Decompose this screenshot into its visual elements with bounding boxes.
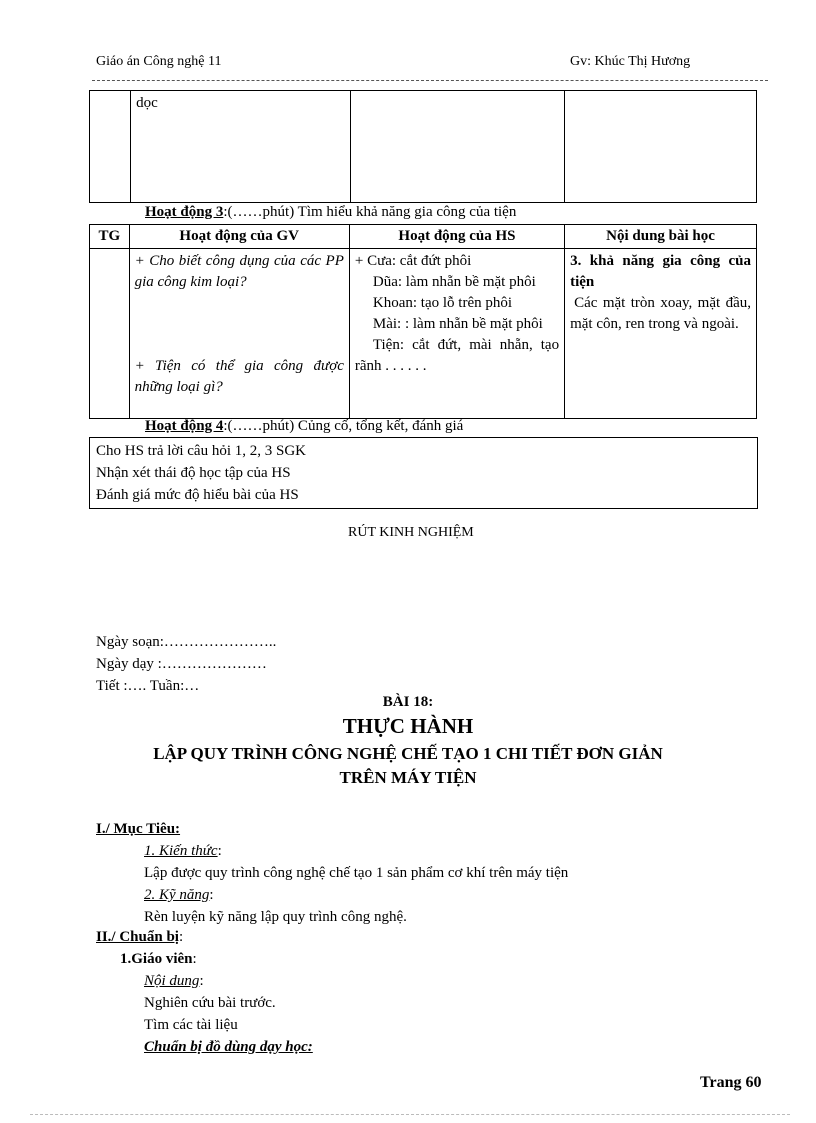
skills-subheading xyxy=(96,884,756,906)
header-divider xyxy=(92,80,768,81)
hs-cell xyxy=(349,249,564,419)
content-text: Các mặt tròn xoay, mặt đầu, mặt côn, ren trong và ngoài. xyxy=(570,295,751,332)
hs-line: Mài: : làm nhẵn bề mặt phôi xyxy=(372,316,543,332)
skills-label: 2. Kỹ năng xyxy=(144,887,210,903)
gv-cell: dọc xyxy=(131,91,351,203)
activity3-title: :(……phút) Tìm hiểu khả năng gia công của tiện xyxy=(223,204,517,220)
teacher-heading xyxy=(96,948,756,970)
teacher-label: 1.Giáo viên xyxy=(120,951,193,967)
activity4-heading xyxy=(145,418,463,435)
header-teacher: Gv: Khúc Thị Hương xyxy=(570,54,691,69)
rut-kinh-nghiem-heading: RÚT KINH NGHIỆM xyxy=(348,525,474,540)
footer-divider xyxy=(30,1114,790,1115)
objectives-heading: I./ Mục Tiêu: xyxy=(96,821,181,837)
content-colon: : xyxy=(199,973,204,989)
prep-materials-heading: Chuẩn bị đồ dùng dạy học: xyxy=(144,1039,313,1055)
content-title: 3. khả năng gia công của tiện xyxy=(570,253,751,290)
knowledge-label: 1. Kiến thức xyxy=(144,843,218,859)
lesson-meta xyxy=(96,631,276,697)
gv-question-2: + Tiện có thể gia công được những loại gì? xyxy=(134,358,344,395)
tiet-tuan: Tiết :…. Tuần:… xyxy=(96,678,200,694)
lesson-subtitle-1: LẬP QUY TRÌNH CÔNG NGHỆ CHẾ TẠO 1 CHI TIẾT ĐƠN GIẢN xyxy=(153,744,663,763)
gv-cell xyxy=(129,249,349,419)
gv-question-1: + Cho biết công dụng của các PP gia công kim loại? xyxy=(134,253,344,290)
knowledge-subheading xyxy=(96,840,756,862)
activity4-label: Hoạt động 4 xyxy=(145,418,224,434)
page-number: Trang 60 xyxy=(700,1074,762,1091)
teacher-colon: : xyxy=(192,951,197,967)
ngay-day: Ngày dạy :………………… xyxy=(96,656,267,672)
content-subheading xyxy=(96,970,756,992)
hs-line: Dũa: làm nhẵn bề mặt phôi xyxy=(372,274,536,290)
preparation-heading xyxy=(96,926,756,948)
content-cell xyxy=(565,249,757,419)
skills-text: Rèn luyện kỹ năng lập quy trình công nghệ. xyxy=(144,909,407,925)
lesson-title: THỰC HÀNH xyxy=(342,714,474,738)
hs-line: + Cưa: cắt đứt phôi xyxy=(354,253,472,269)
tg-cell xyxy=(90,249,130,419)
knowledge-colon: : xyxy=(217,843,222,859)
section-objectives xyxy=(96,818,756,928)
col-header-gv: Hoạt động của GV xyxy=(129,225,349,249)
section-preparation xyxy=(96,926,756,1058)
lesson-subtitle-2: TRÊN MÁY TIỆN xyxy=(339,768,477,787)
lesson-number: BÀI 18: xyxy=(382,694,434,710)
preparation-heading-colon: : xyxy=(178,929,184,945)
knowledge-text: Lập được quy trình công nghệ chế tạo 1 sản phẩm cơ khí trên máy tiện xyxy=(144,865,569,881)
preparation-heading-label: II./ Chuẩn bị xyxy=(96,929,179,945)
ngay-soan: Ngày soạn:………………….. xyxy=(96,634,277,650)
header-subject: Giáo án Công nghệ 11 xyxy=(96,54,222,69)
activity3-label: Hoạt động 3 xyxy=(145,204,224,220)
activity4-line: Đánh giá mức độ hiểu bài của HS xyxy=(96,487,299,503)
col-header-tg: TG xyxy=(90,225,130,249)
activity4-line: Nhận xét thái độ học tập của HS xyxy=(96,465,291,481)
skills-colon: : xyxy=(209,887,214,903)
prep-line: Tìm các tài liệu xyxy=(144,1017,238,1033)
activity4-box xyxy=(89,437,758,509)
hs-line: Tiện: cắt đứt, mài nhẵn, tạo rãnh . . . . . . xyxy=(354,337,560,374)
activity3-table xyxy=(89,224,757,419)
content-cell xyxy=(565,91,757,203)
activity3-heading xyxy=(145,204,516,221)
col-header-hs: Hoạt động của HS xyxy=(349,225,564,249)
hs-cell xyxy=(350,91,565,203)
col-header-content: Nội dung bài học xyxy=(565,225,757,249)
hs-line: Khoan: tạo lỗ trên phôi xyxy=(372,295,513,311)
content-label: Nội dung xyxy=(144,973,200,989)
continuation-table xyxy=(89,90,757,203)
tg-cell xyxy=(90,91,131,203)
prep-line: Nghiên cứu bài trước. xyxy=(144,995,276,1011)
activity4-line: Cho HS trả lời câu hỏi 1, 2, 3 SGK xyxy=(96,443,307,459)
activity4-title: :(……phút) Củng cố, tổng kết, đánh giá xyxy=(223,418,464,434)
